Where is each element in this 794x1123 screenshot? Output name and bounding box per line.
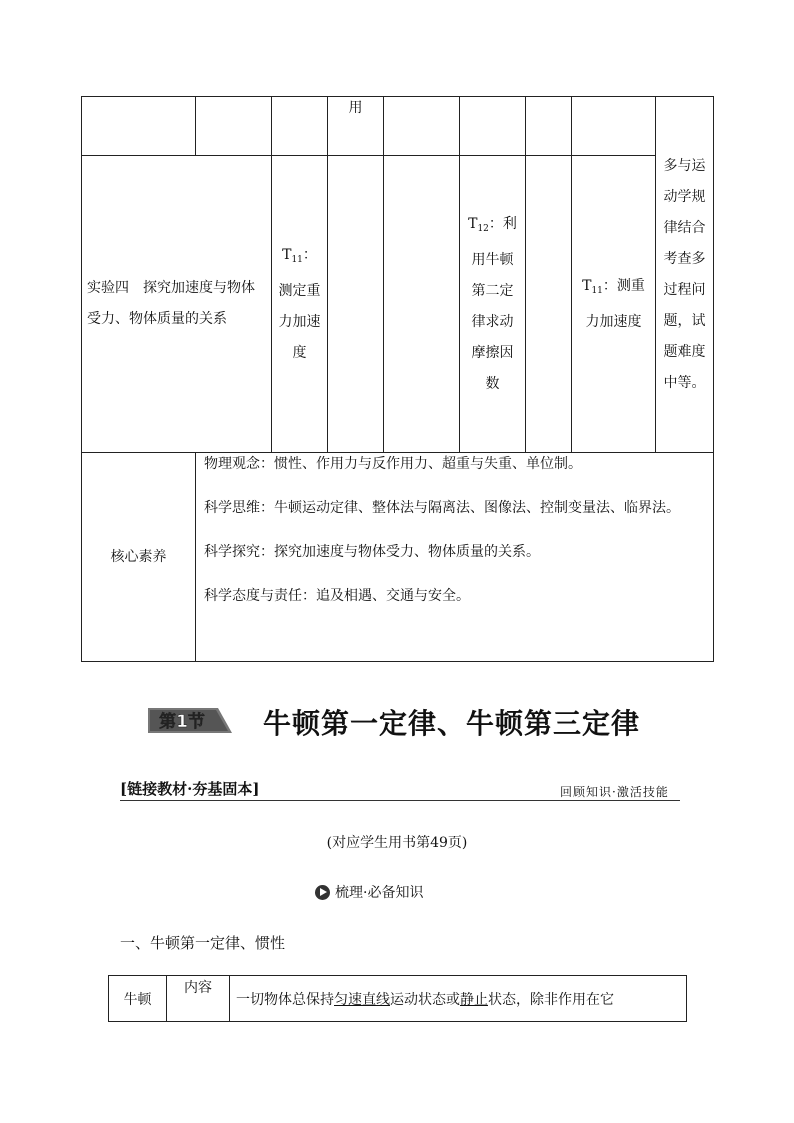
table-cell: 用 [328, 97, 384, 156]
t11b-sub: 11 [591, 285, 603, 296]
t11-prefix: T [282, 246, 292, 263]
sort-heading [315, 882, 423, 902]
blank-answer-2: 静止 [460, 991, 488, 1008]
t11-cell [272, 156, 328, 453]
t12-colon: ： [488, 215, 503, 232]
play-icon [315, 885, 330, 900]
sort-heading-text: 梳理·必备知识 [335, 885, 424, 901]
core-item: 物理观念：惯性、作用力与反作用力、超重与失重、单位制。 [204, 456, 582, 472]
blank-answer-1: 匀速直线 [334, 991, 390, 1008]
table-cell [384, 97, 460, 156]
table-cell: 内容 [167, 976, 230, 1022]
divider [120, 800, 680, 801]
content-text-a: 一切物体总保持 [236, 991, 334, 1008]
law-content-cell [230, 976, 687, 1022]
t12-cell [460, 156, 526, 453]
content-text-c: 状态，除非作用在它 [488, 991, 614, 1008]
bar-left-label: [链接教材·夯基固本] [120, 780, 260, 798]
core-item: 科学探究：探究加速度与物体受力、物体质量的关系。 [204, 544, 540, 560]
table-row [82, 156, 714, 453]
table-row [82, 97, 714, 156]
experiment-4-cell: 实验四 探究加速度与物体受力、物体质量的关系 [82, 156, 272, 453]
core-item: 科学态度与责任：追及相遇、交通与安全。 [204, 588, 470, 604]
table-row [109, 976, 687, 1022]
table-cell [384, 156, 460, 453]
table-cell [526, 97, 572, 156]
t12-sub: 12 [477, 223, 489, 234]
section-badge-text: 第1节 [159, 712, 205, 732]
core-literacy-content [196, 453, 714, 662]
t11-sub: 11 [291, 254, 303, 265]
t11b-text: ：测重力加速度 [585, 277, 645, 330]
table-cell [82, 97, 196, 156]
t11b-cell [572, 156, 656, 453]
table-cell [572, 97, 656, 156]
table-cell [526, 156, 572, 453]
table-cell [196, 97, 272, 156]
core-item: 科学思维：牛顿运动定律、整体法与隔离法、图像法、控制变量法、临界法。 [204, 500, 680, 516]
t11-colon: ： [302, 246, 317, 263]
table-cell [460, 97, 526, 156]
t12-prefix: T [468, 215, 478, 232]
t11-text: 测定重力加速度 [278, 282, 321, 361]
heading-1: 一、牛顿第一定律、惯性 [120, 934, 286, 952]
table-cell: 牛顿 [109, 976, 167, 1022]
content-text-b: 运动状态或 [390, 991, 460, 1008]
section-title: 牛顿第一定律、牛顿第三定律 [263, 707, 641, 740]
t11b-prefix: T [582, 277, 592, 294]
analysis-cell: 多与运动学规律结合考查多过程问题，试题难度中等。 [656, 97, 714, 453]
section-badge [148, 708, 232, 733]
t12-text: 利用牛顿第二定律求动摩擦因数 [471, 215, 517, 392]
core-literacy-label: 核心素养 [82, 453, 196, 662]
bar-right-label: 回顾知识·激活技能 [560, 785, 669, 799]
table-cell [328, 156, 384, 453]
core-literacy-row [82, 453, 714, 662]
curriculum-table [81, 96, 714, 662]
page-reference: (对应学生用书第49页) [326, 835, 468, 851]
newton-first-law-table [108, 975, 687, 1022]
table-cell [272, 97, 328, 156]
